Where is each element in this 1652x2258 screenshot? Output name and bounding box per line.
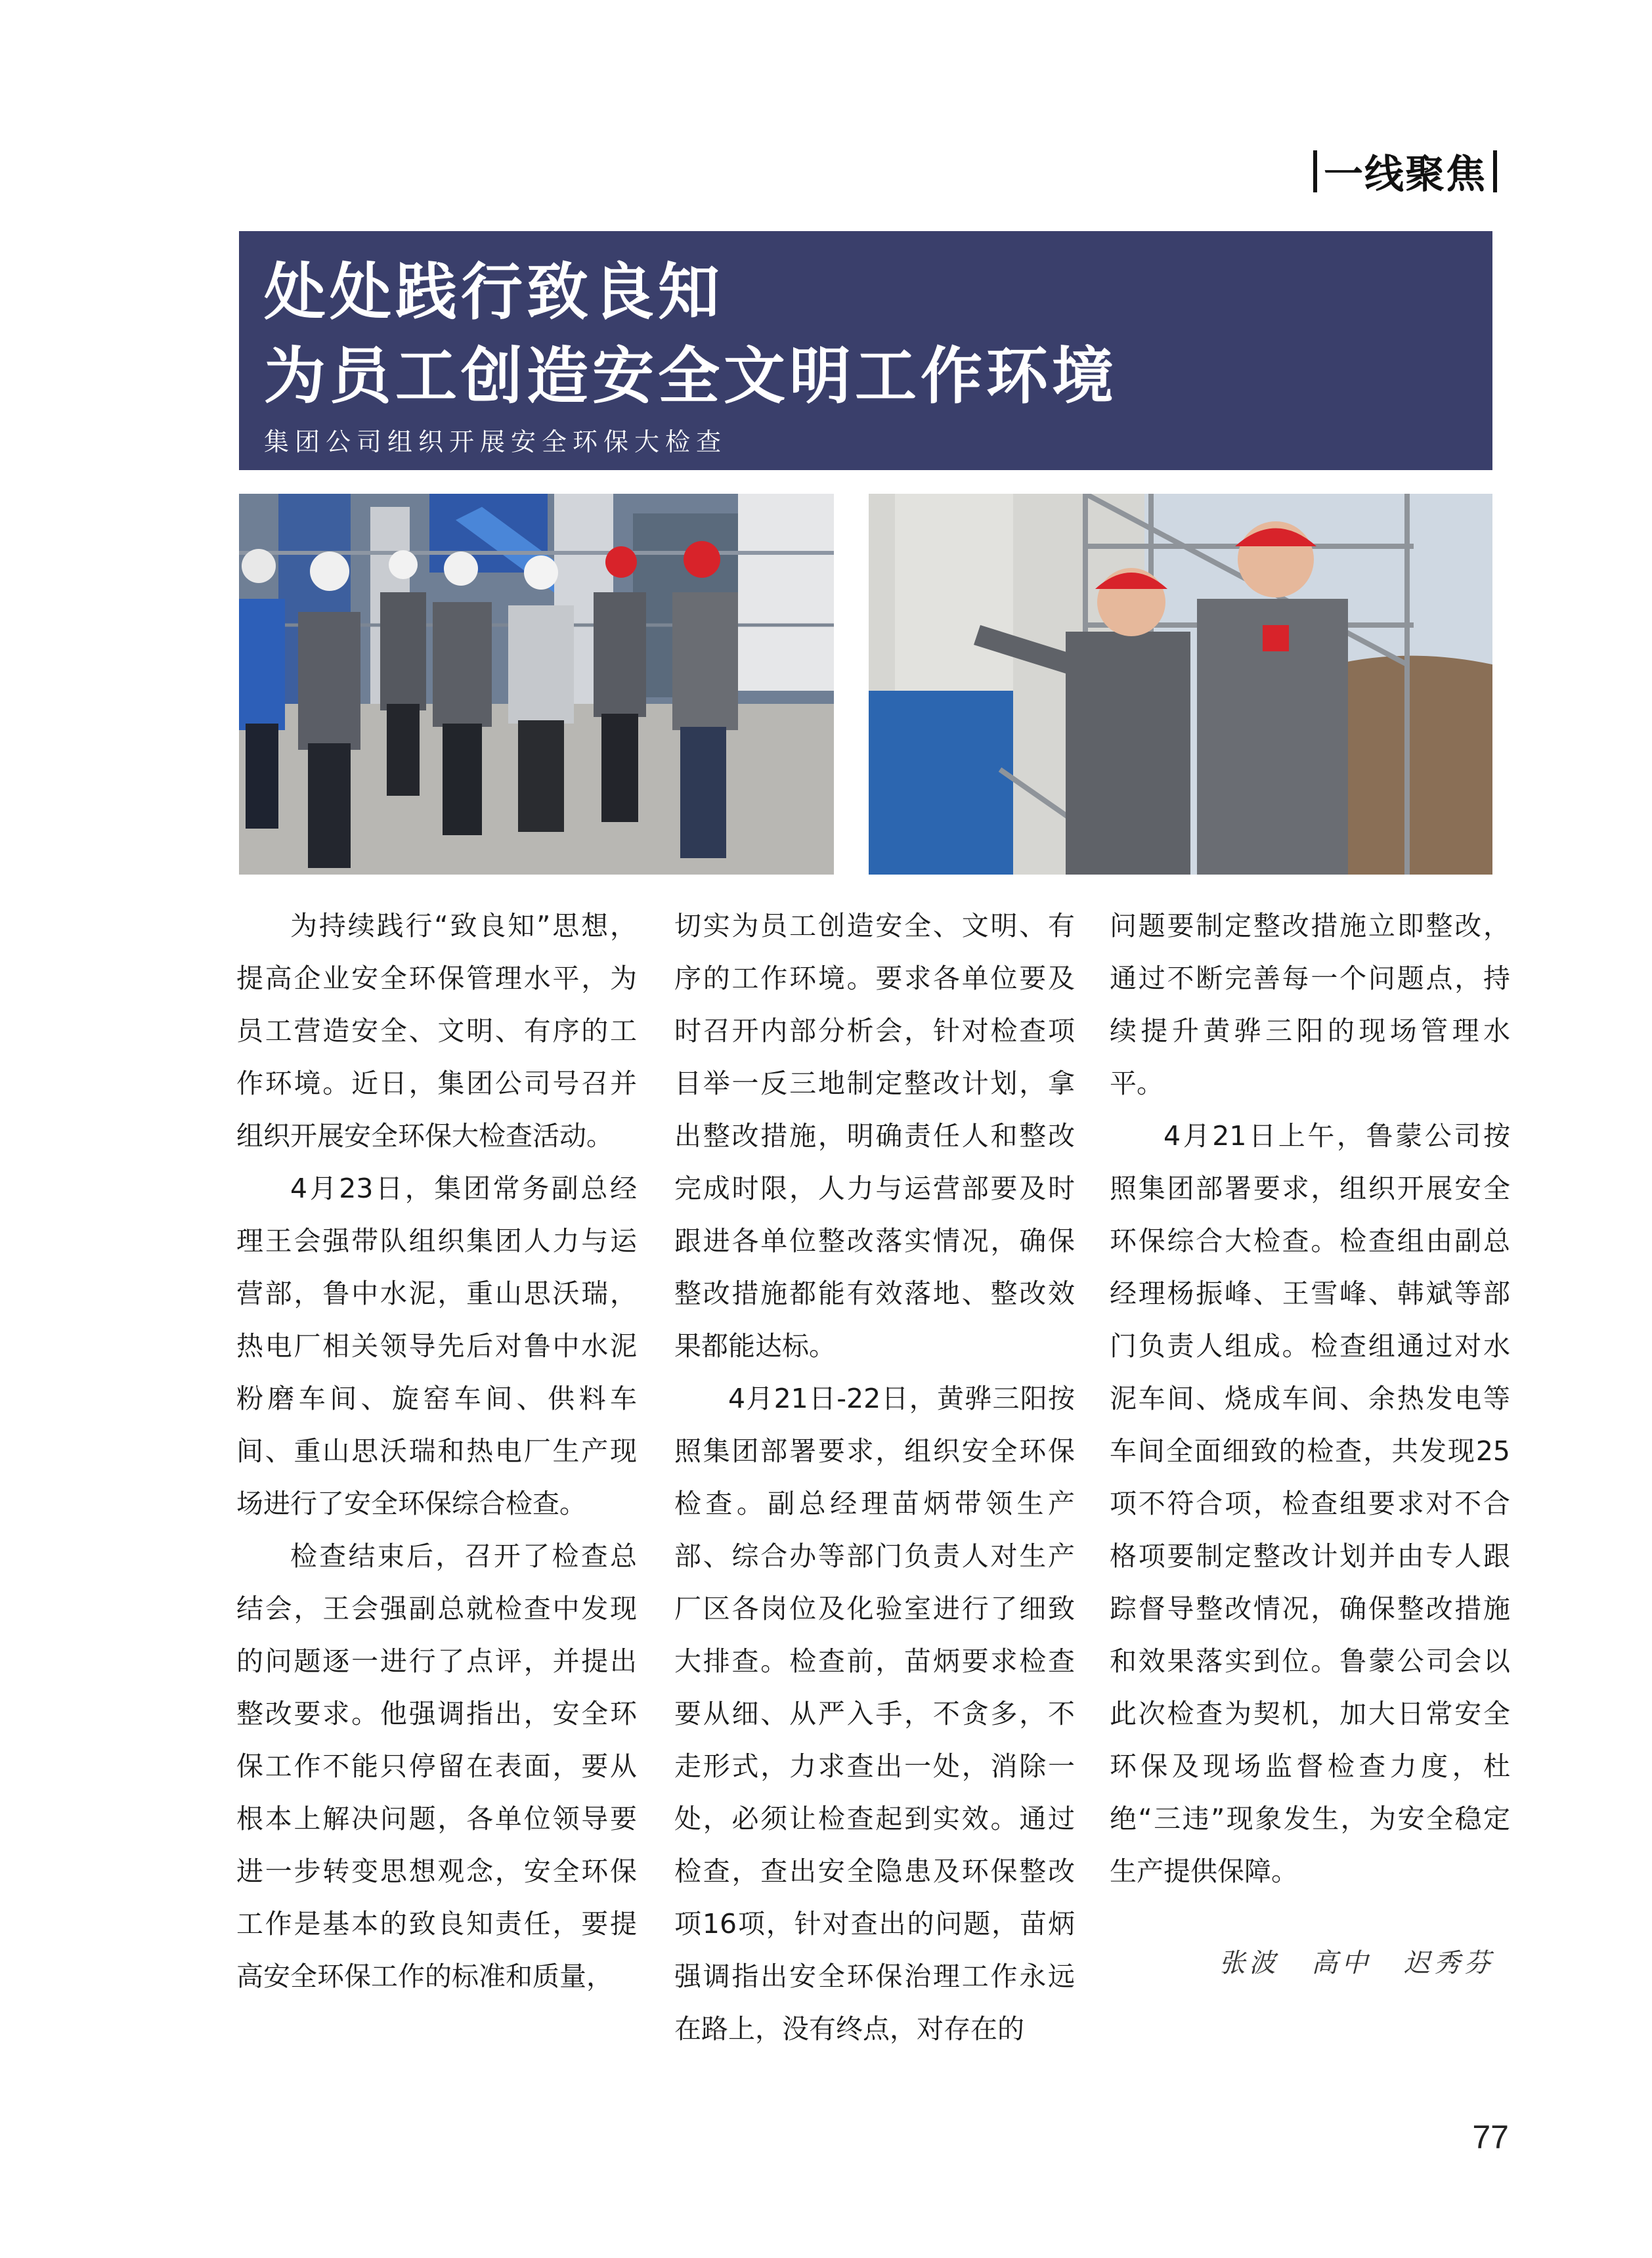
paragraph: 4月21日上午，鲁蒙公司按照集团部署要求，组织开展安全环保综合大检查。检查组由副总经理杨振峰、王雪峰、韩斌等部门负责人组成。检查组通过对水泥车间、烧成车间、余热发电等车间全面细致的检查，共发现25项不符合项，检查组要求对不合格项要制定整改计划并由专人跟踪督导整改情况，确保整改措施和效果落实到位。鲁蒙公司会以此次检查为契机，加大日常安全环保及现场监督检查力度，杜绝“三违”现象发生，为安全稳定生产提供保障。 bbox=[1110, 1120, 1510, 1887]
page-number: 77 bbox=[1472, 2119, 1509, 2156]
text-column-2 bbox=[674, 900, 1075, 2055]
photo-inspectors-pointing bbox=[869, 494, 1492, 875]
paragraph-continued: 切实为员工创造安全、文明、有序的工作环境。要求各单位要及时召开内部分析会，针对检查项目举一反三地制定整改计划，拿出整改措施，明确责任人和整改完成时限，人力与运营部要及时跟进各单位整改落实情况，确保整改措施都能有效落地、整改效果都能达标。 bbox=[674, 910, 1075, 1362]
photo-inspection-group bbox=[239, 494, 834, 875]
section-tag-bar-left bbox=[1313, 150, 1317, 192]
paragraph: 4月21日-22日，黄骅三阳按照集团部署要求，组织安全环保检查。副总经理苗炳带领生产部、综合办等部门负责人对生产厂区各岗位及化验室进行了细致大排查。检查前，苗炳要求检查要从细、从严入手，不贪多，不走形式，力求查出一处，消除一处，必须让检查起到实效。通过检查，查出安全隐患及环保整改项16项，针对查出的问题，苗炳强调指出安全环保治理工作永远在路上，没有终点，对存在的 bbox=[674, 1383, 1075, 2045]
paragraph: 为持续践行“致良知”思想，提高企业安全环保管理水平，为员工营造安全、文明、有序的工作环境。近日，集团公司号召并组织开展安全环保大检查活动。 bbox=[236, 910, 637, 1152]
paragraph: 检查结束后，召开了检查总结会，王会强副总就检查中发现的问题逐一进行了点评，并提出整改要求。他强调指出，安全环保工作不能只停留在表面，要从根本上解决问题，各单位领导要进一步转变思想观念，安全环保工作是基本的致良知责任，要提高安全环保工作的标准和质量， bbox=[236, 1540, 637, 1992]
article-title-line-2: 为员工创造安全文明工作环境 bbox=[264, 341, 1118, 412]
paragraph-continued: 问题要制定整改措施立即整改，通过不断完善每一个问题点，持续提升黄骅三阳的现场管理水平。 bbox=[1110, 910, 1510, 1099]
section-tag-label: 一线聚焦 bbox=[1324, 152, 1487, 198]
text-column-1 bbox=[236, 900, 637, 2003]
paragraph: 4月23日，集团常务副总经理王会强带队组织集团人力与运营部，鲁中水泥，重山思沃瑞，热电厂相关领导先后对鲁中水泥粉磨车间、旋窑车间、供料车间、重山思沃瑞和热电厂生产现场进行了安全环保综合检查。 bbox=[236, 1173, 637, 1519]
title-banner bbox=[239, 231, 1492, 470]
section-tag bbox=[1313, 143, 1497, 200]
text-column-3 bbox=[1110, 900, 1510, 1898]
article-title-line-1: 处处践行致良知 bbox=[264, 257, 724, 328]
section-tag-bar-right bbox=[1493, 150, 1497, 192]
article-subtitle: 集团公司组织开展安全环保大检查 bbox=[264, 427, 728, 456]
author-byline: 张波 高中 迟秀芬 bbox=[1219, 1948, 1494, 1978]
